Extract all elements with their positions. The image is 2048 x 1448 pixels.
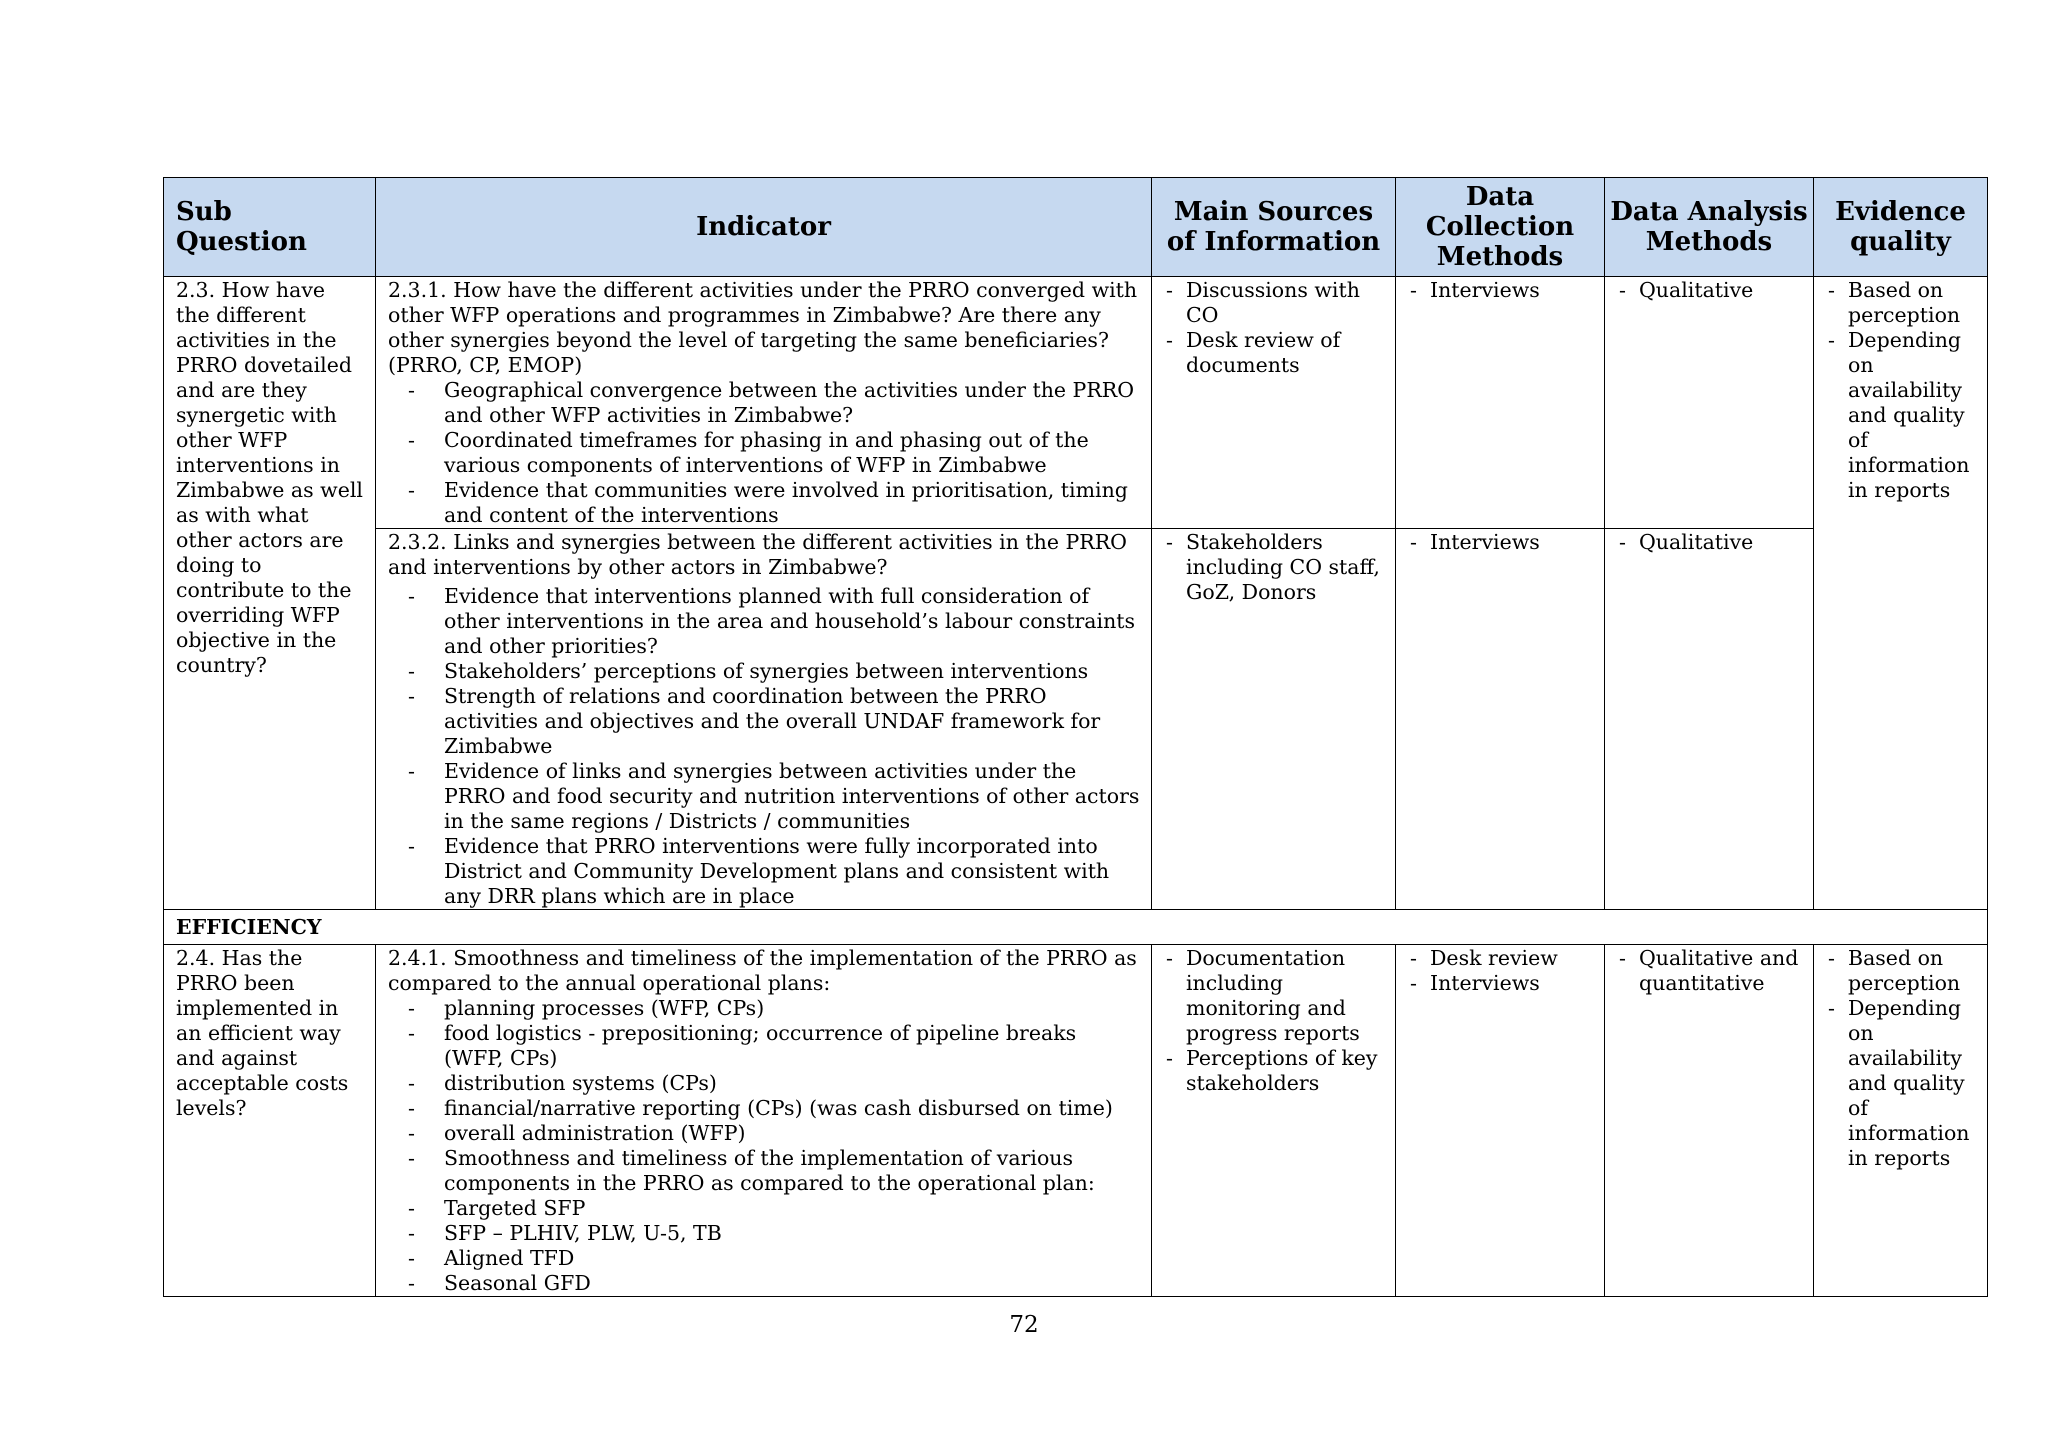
indicator-list bbox=[388, 584, 1141, 909]
list-item: - overall administration (WFP) bbox=[444, 1121, 1141, 1146]
table-row-2-4-1 bbox=[164, 945, 1988, 1297]
list-item: - Evidence that communities were involved in prioritisation, timing and content of the interventions bbox=[444, 478, 1141, 528]
section-row-efficiency bbox=[164, 910, 1988, 945]
list-item: - Documentation including monitoring and progress reports bbox=[1186, 946, 1385, 1046]
list-item: - Interviews bbox=[1430, 278, 1594, 303]
sub-question-2-3: 2.3. How have the different activities in the PRRO dovetailed and are they synergetic with other WFP interventions in Zimbabwe as well as with what other actors are doing to contribute to the overriding WFP objective in the country? bbox=[164, 277, 376, 910]
list-item: - Qualitative bbox=[1639, 278, 1803, 303]
list-item: - Discussions with CO bbox=[1186, 278, 1385, 328]
indicator-2-3-2 bbox=[376, 529, 1152, 910]
list-item: - Stakeholders’ perceptions of synergies between interventions bbox=[444, 659, 1141, 684]
list-item: - Targeted SFP bbox=[444, 1196, 1141, 1221]
section-heading: EFFICIENCY bbox=[164, 910, 1988, 945]
evidence-2-4 bbox=[1814, 945, 1988, 1297]
list-item: - SFP – PLHIV, PLW, U-5, TB bbox=[444, 1221, 1141, 1246]
header-data-analysis: Data Analysis Methods bbox=[1605, 178, 1814, 277]
list-item: - Qualitative and quantitative bbox=[1639, 946, 1803, 996]
list-item: - Perceptions of key stakeholders bbox=[1186, 1046, 1385, 1096]
indicator-2-4-1 bbox=[376, 945, 1152, 1297]
list-item: - financial/narrative reporting (CPs) (was cash disbursed on time) bbox=[444, 1096, 1141, 1121]
collection-2-3-2 bbox=[1396, 529, 1605, 910]
evidence-2-3 bbox=[1814, 277, 1988, 910]
list-item: - Based on perception bbox=[1848, 946, 1977, 996]
list-item: - planning processes (WFP, CPs) bbox=[444, 996, 1141, 1021]
list-item: - Evidence that interventions planned with full consideration of other interventions in the area and household’s labour constraints and other priorities? bbox=[444, 584, 1141, 659]
list-item: - Desk review of documents bbox=[1186, 328, 1385, 378]
table-row-2-3-1 bbox=[164, 277, 1988, 529]
header-indicator: Indicator bbox=[376, 178, 1152, 277]
list-item: - Stakeholders including CO staff, GoZ, Donors bbox=[1186, 530, 1385, 605]
list-item: - Seasonal GFD bbox=[444, 1271, 1141, 1296]
list-item: - Based on perception bbox=[1848, 278, 1977, 328]
page-number: 72 bbox=[1009, 1312, 1039, 1338]
indicator-intro: 2.4.1. Smoothness and timeliness of the implementation of the PRRO as compared to the annual operational plans: bbox=[388, 946, 1137, 995]
header-sub-question: Sub Question bbox=[164, 178, 376, 277]
list-item: - Depending on availability and quality of information in reports bbox=[1848, 996, 1977, 1171]
list-item: - Evidence of links and synergies between activities under the PRRO and food security and nutrition interventions of other actors in the same regions / Districts / communities bbox=[444, 759, 1141, 834]
indicator-2-3-1 bbox=[376, 277, 1152, 529]
header-data-collection: Data Collection Methods bbox=[1396, 178, 1605, 277]
indicator-list bbox=[388, 378, 1141, 528]
list-item: - Qualitative bbox=[1639, 530, 1803, 555]
analysis-2-4-1 bbox=[1605, 945, 1814, 1297]
list-item: - Evidence that PRRO interventions were fully incorporated into District and Community Development plans and consistent with any DRR plans which are in place bbox=[444, 834, 1141, 909]
list-item: - Depending on availability and quality of information in reports bbox=[1848, 328, 1977, 503]
collection-2-4-1 bbox=[1396, 945, 1605, 1297]
sources-2-3-1 bbox=[1152, 277, 1396, 529]
header-main-sources: Main Sources of Information bbox=[1152, 178, 1396, 277]
list-item: - Strength of relations and coordination between the PRRO activities and objectives and the overall UNDAF framework for Zimbabwe bbox=[444, 684, 1141, 759]
list-item: - Desk review bbox=[1430, 946, 1594, 971]
analysis-2-3-2 bbox=[1605, 529, 1814, 910]
table-row-2-3-2 bbox=[164, 529, 1988, 910]
list-item: - Interviews bbox=[1430, 530, 1594, 555]
sub-question-2-4: 2.4. Has the PRRO been implemented in an efficient way and against acceptable costs levels? bbox=[164, 945, 376, 1297]
indicator-list bbox=[388, 996, 1141, 1296]
header-evidence-quality: Evidence quality bbox=[1814, 178, 1988, 277]
collection-2-3-1 bbox=[1396, 277, 1605, 529]
list-item: - food logistics - prepositioning; occurrence of pipeline breaks (WFP, CPs) bbox=[444, 1021, 1141, 1071]
header-row bbox=[164, 178, 1988, 277]
list-item: - Aligned TFD bbox=[444, 1246, 1141, 1271]
indicator-intro: 2.3.2. Links and synergies between the different activities in the PRRO and interventions by other actors in Zimbabwe? bbox=[388, 530, 1127, 579]
list-item: - Geographical convergence between the activities under the PRRO and other WFP activities in Zimbabwe? bbox=[444, 378, 1141, 428]
list-item: - Interviews bbox=[1430, 971, 1594, 996]
sources-2-3-2 bbox=[1152, 529, 1396, 910]
evaluation-matrix-table bbox=[163, 177, 1988, 1297]
analysis-2-3-1 bbox=[1605, 277, 1814, 529]
list-item: - Smoothness and timeliness of the implementation of various components in the PRRO as compared to the operational plan: bbox=[444, 1146, 1141, 1196]
indicator-intro: 2.3.1. How have the different activities under the PRRO converged with other WFP operations and programmes in Zimbabwe? Are there any other synergies beyond the level of targeting the same beneficiaries? (PRRO, CP, EMOP) bbox=[388, 278, 1138, 377]
sources-2-4-1 bbox=[1152, 945, 1396, 1297]
list-item: - Coordinated timeframes for phasing in and phasing out of the various components of interventions of WFP in Zimbabwe bbox=[444, 428, 1141, 478]
list-item: - distribution systems (CPs) bbox=[444, 1071, 1141, 1096]
